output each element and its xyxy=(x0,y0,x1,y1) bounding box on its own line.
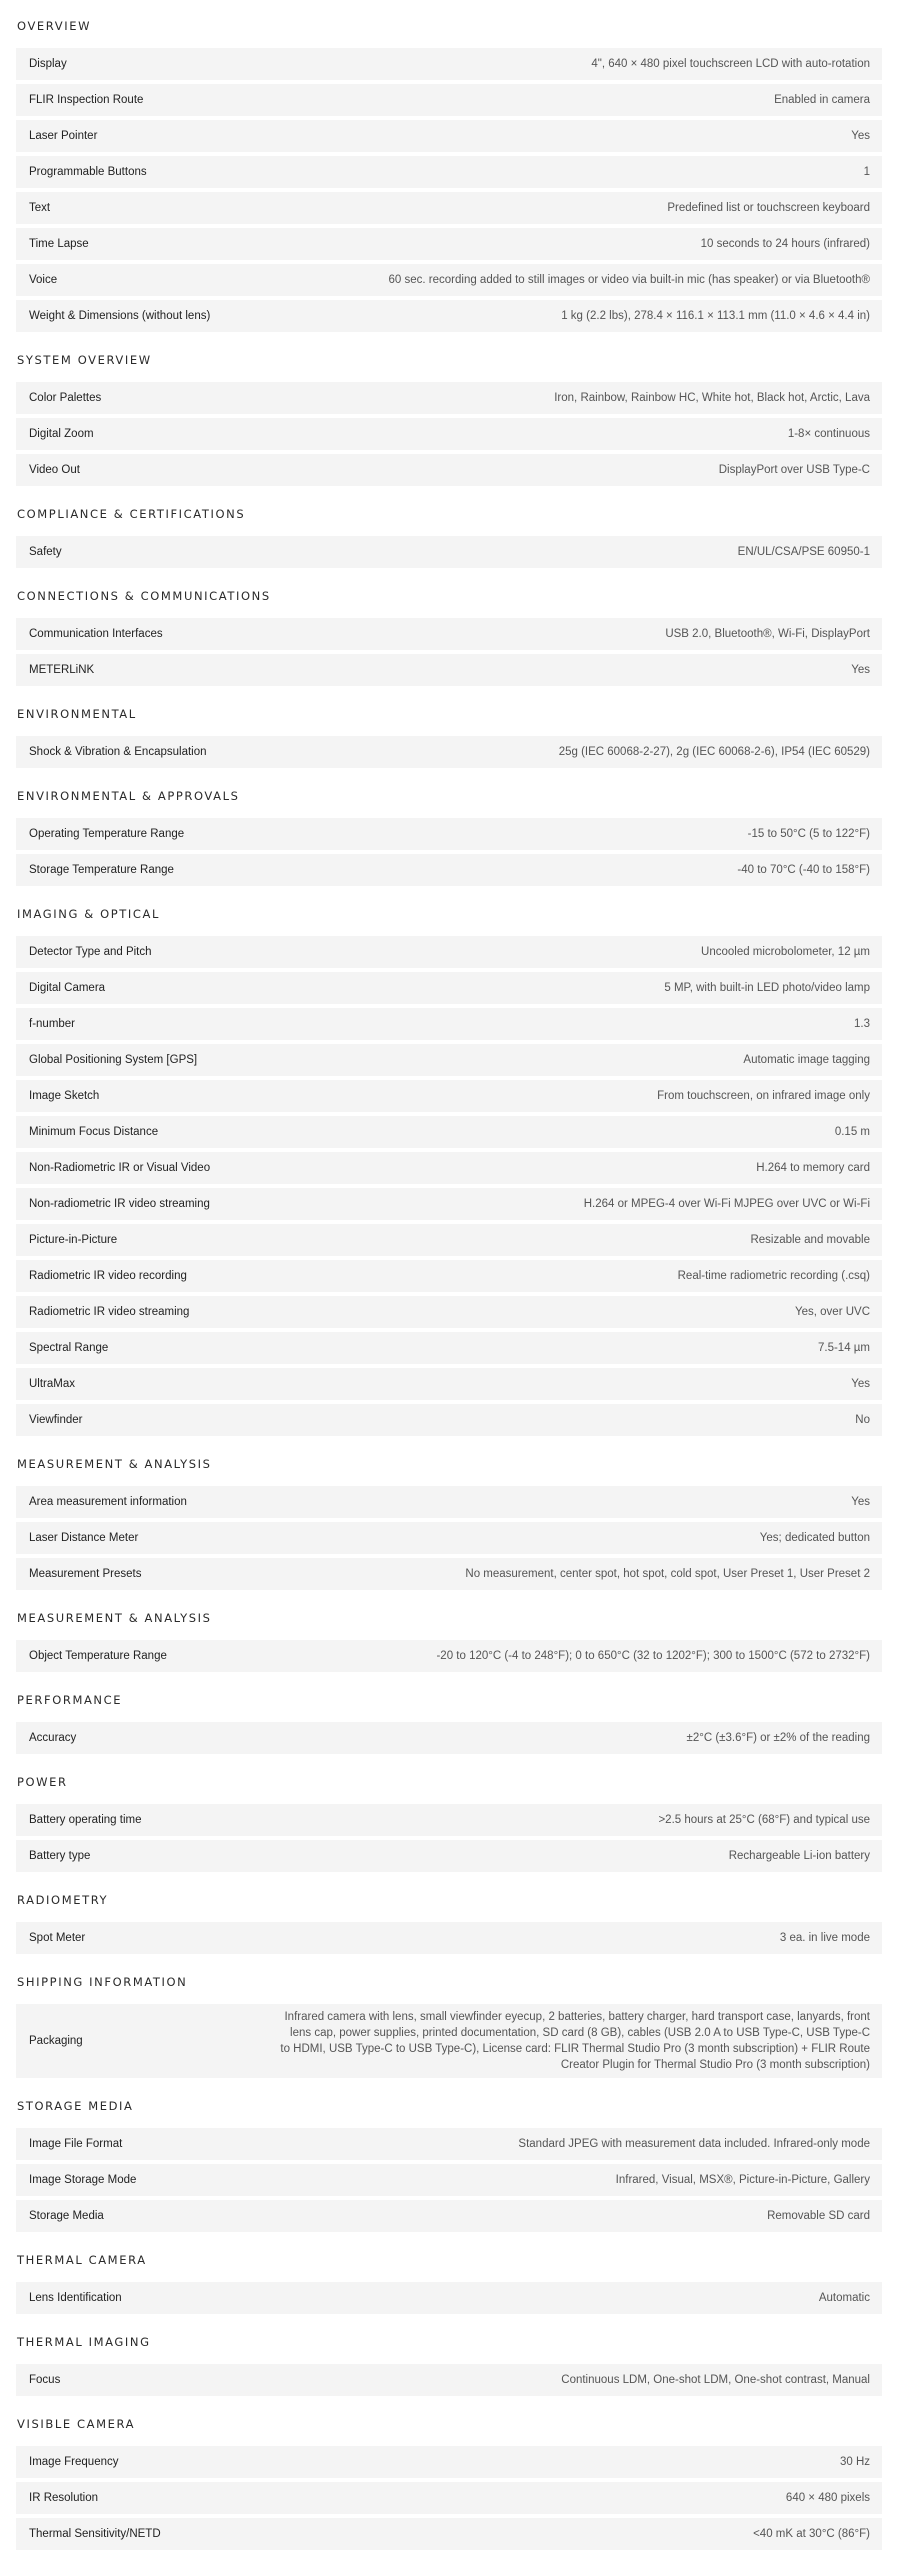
spec-row xyxy=(16,382,882,414)
spec-label: Storage Media xyxy=(29,2210,104,2222)
spec-label: Focus xyxy=(29,2374,61,2386)
section-header xyxy=(0,1970,898,1994)
spec-value: Automatic image tagging xyxy=(743,1054,870,1066)
spec-label: Operating Temperature Range xyxy=(29,828,185,840)
section-header xyxy=(0,2094,898,2118)
spec-value: Yes xyxy=(851,664,870,676)
spec-label: Text xyxy=(29,202,51,214)
section-title: ENVIRONMENTAL & APPROVALS xyxy=(17,789,240,803)
spec-label: Detector Type and Pitch xyxy=(29,946,152,958)
spec-row xyxy=(16,1522,882,1554)
spec-row xyxy=(16,2482,882,2514)
spec-label: Viewfinder xyxy=(29,1414,83,1426)
spec-value: -20 to 120°C (-4 to 248°F); 0 to 650°C (32 to 1202°F); 300 to 1500°C (572 to 2732°F) xyxy=(436,1650,870,1662)
spec-label: Laser Pointer xyxy=(29,130,98,142)
spec-label: Programmable Buttons xyxy=(29,166,147,178)
spec-row xyxy=(16,1404,882,1436)
spec-label: Object Temperature Range xyxy=(29,1650,167,1662)
spec-label: Packaging xyxy=(29,2035,83,2047)
section-title: IMAGING & OPTICAL xyxy=(17,907,160,921)
spec-label: Radiometric IR video streaming xyxy=(29,1306,190,1318)
spec-label: Thermal Sensitivity/NETD xyxy=(29,2528,161,2540)
spec-value: Infrared, Visual, MSX®, Picture-in-Picture, Gallery xyxy=(615,2174,870,2186)
spec-value: Yes xyxy=(851,1378,870,1390)
spec-value: 640 × 480 pixels xyxy=(785,2492,870,2504)
section-header xyxy=(0,2248,898,2272)
section-header xyxy=(0,584,898,608)
spec-label: Shock & Vibration & Encapsulation xyxy=(29,746,207,758)
spec-label: Digital Camera xyxy=(29,982,106,994)
spec-row xyxy=(16,156,882,188)
section-title: THERMAL IMAGING xyxy=(17,2335,151,2349)
spec-value: No xyxy=(855,1414,870,1426)
spec-row xyxy=(16,536,882,568)
spec-label: FLIR Inspection Route xyxy=(29,94,144,106)
spec-label: Non-Radiometric IR or Visual Video xyxy=(29,1162,211,1174)
section-header xyxy=(0,348,898,372)
spec-label: Minimum Focus Distance xyxy=(29,1126,159,1138)
section-header xyxy=(0,502,898,526)
spec-label: Lens Identification xyxy=(29,2292,122,2304)
section-title: CONNECTIONS & COMMUNICATIONS xyxy=(17,589,271,603)
spec-value: Resizable and movable xyxy=(750,1234,870,1246)
spec-value: 7.5-14 µm xyxy=(817,1342,870,1354)
spec-row xyxy=(16,1368,882,1400)
section-title: ENVIRONMENTAL xyxy=(17,707,137,721)
spec-value: -15 to 50°C (5 to 122°F) xyxy=(747,828,870,840)
spec-row xyxy=(16,2282,882,2314)
spec-row xyxy=(16,2164,882,2196)
spec-row xyxy=(16,264,882,296)
section-title: SYSTEM OVERVIEW xyxy=(17,353,152,367)
section-header xyxy=(0,1606,898,1630)
spec-label: Image File Format xyxy=(29,2138,123,2150)
spec-label: Digital Zoom xyxy=(29,428,94,440)
spec-value: Yes; dedicated button xyxy=(759,1532,870,1544)
spec-value: 25g (IEC 60068-2-27), 2g (IEC 60068-2-6), IP54 (IEC 60529) xyxy=(558,746,870,758)
spec-row xyxy=(16,1044,882,1076)
section-header xyxy=(0,702,898,726)
spec-label: Image Storage Mode xyxy=(29,2174,137,2186)
spec-row xyxy=(16,2364,882,2396)
section-header xyxy=(0,1688,898,1712)
section-title: VISIBLE CAMERA xyxy=(17,2417,136,2431)
section-system-overview xyxy=(0,336,898,486)
spec-value: USB 2.0, Bluetooth®, Wi-Fi, DisplayPort xyxy=(665,628,870,640)
spec-row xyxy=(16,1332,882,1364)
section-power xyxy=(0,1758,898,1872)
section-title: MEASUREMENT & ANALYSIS xyxy=(17,1611,212,1625)
section-radiometry xyxy=(0,1876,898,1954)
section-title: OVERVIEW xyxy=(17,19,92,33)
spec-value: H.264 to memory card xyxy=(756,1162,870,1174)
spec-value: ±2°C (±3.6°F) or ±2% of the reading xyxy=(686,1732,870,1744)
section-header xyxy=(0,2412,898,2436)
section-header xyxy=(0,1452,898,1476)
spec-label: f-number xyxy=(29,1018,76,1030)
spec-label: Accuracy xyxy=(29,1732,77,1744)
spec-row xyxy=(16,818,882,850)
spec-row xyxy=(16,84,882,116)
spec-value: 10 seconds to 24 hours (infrared) xyxy=(700,238,870,250)
section-title: POWER xyxy=(17,1775,68,1789)
section-compliance-and-certifications xyxy=(0,490,898,568)
spec-value: EN/UL/CSA/PSE 60950-1 xyxy=(737,546,870,558)
spec-label: Color Palettes xyxy=(29,392,102,404)
section-thermal-camera xyxy=(0,2236,898,2314)
spec-row xyxy=(16,654,882,686)
spec-value: 30 Hz xyxy=(839,2456,870,2468)
spec-row xyxy=(16,1840,882,1872)
spec-value: No measurement, center spot, hot spot, cold spot, User Preset 1, User Preset 2 xyxy=(465,1568,870,1580)
spec-row xyxy=(16,2128,882,2160)
spec-value: Uncooled microbolometer, 12 µm xyxy=(701,946,870,958)
spec-value: Automatic xyxy=(818,2292,870,2304)
spec-row xyxy=(16,1640,882,1672)
spec-value: 1 kg (2.2 lbs), 278.4 × 116.1 × 113.1 mm (11.0 × 4.6 × 4.4 in) xyxy=(561,310,870,322)
spec-row xyxy=(16,300,882,332)
section-header xyxy=(0,1770,898,1794)
spec-row xyxy=(16,1260,882,1292)
spec-row xyxy=(16,2446,882,2478)
spec-label: Picture-in-Picture xyxy=(29,1234,118,1246)
spec-value: 0.15 m xyxy=(834,1126,870,1138)
spec-label: Non-radiometric IR video streaming xyxy=(29,1198,210,1210)
spec-value: 3 ea. in live mode xyxy=(779,1932,870,1944)
spec-label: Communication Interfaces xyxy=(29,628,163,640)
spec-row xyxy=(16,854,882,886)
spec-label: Area measurement information xyxy=(29,1496,187,1508)
section-measurement-and-analysis xyxy=(0,1594,898,1672)
spec-row xyxy=(16,736,882,768)
spec-label: Weight & Dimensions (without lens) xyxy=(29,310,211,322)
spec-value: Real-time radiometric recording (.csq) xyxy=(677,1270,870,1282)
spec-row xyxy=(16,1722,882,1754)
section-measurement-and-analysis xyxy=(0,1440,898,1590)
spec-value: Continuous LDM, One-shot LDM, One-shot contrast, Manual xyxy=(561,2374,870,2386)
spec-row xyxy=(16,120,882,152)
spec-label: UltraMax xyxy=(29,1378,76,1390)
spec-value: From touchscreen, on infrared image only xyxy=(657,1090,870,1102)
section-title: RADIOMETRY xyxy=(17,1893,109,1907)
spec-label: Battery type xyxy=(29,1850,91,1862)
spec-row xyxy=(16,972,882,1004)
section-title: COMPLIANCE & CERTIFICATIONS xyxy=(17,507,246,521)
spec-label: Safety xyxy=(29,546,62,558)
spec-row xyxy=(16,228,882,260)
spec-row xyxy=(16,454,882,486)
section-title: SHIPPING INFORMATION xyxy=(17,1975,188,1989)
spec-label: Laser Distance Meter xyxy=(29,1532,139,1544)
spec-value: Predefined list or touchscreen keyboard xyxy=(667,202,870,214)
section-overview xyxy=(0,0,898,332)
section-environmental xyxy=(0,690,898,768)
spec-label: Video Out xyxy=(29,464,80,476)
section-visible-camera xyxy=(0,2400,898,2550)
spec-label: Image Sketch xyxy=(29,1090,100,1102)
spec-row xyxy=(16,1296,882,1328)
spec-value: Infrared camera with lens, small viewfinder eyecup, 2 batteries, battery charger, hard transport case, lanyards, front lens cap, power supplies, printed documentation, SD card (8 GB), cables (USB 2.0 A to USB Type-C, USB Type-C to HDMI, USB Type-C to USB Type-C), License card: FLIR Thermal Studio Pro (3 month subscription) + FLIR Route Creator Plugin for Thermal Studio Pro (3 month subscription) xyxy=(280,2011,870,2071)
spec-value: >2.5 hours at 25°C (68°F) and typical use xyxy=(658,1814,870,1826)
spec-row xyxy=(16,1804,882,1836)
spec-value: 1.3 xyxy=(854,1018,870,1030)
spec-row xyxy=(16,1922,882,1954)
section-header xyxy=(0,14,898,38)
spec-label: Image Frequency xyxy=(29,2456,119,2468)
spec-value: Enabled in camera xyxy=(774,94,870,106)
spec-row xyxy=(16,2518,882,2550)
spec-label: Battery operating time xyxy=(29,1814,142,1826)
section-header xyxy=(0,902,898,926)
section-thermal-imaging xyxy=(0,2318,898,2396)
spec-label: Radiometric IR video recording xyxy=(29,1270,187,1282)
spec-value: Yes xyxy=(851,1496,870,1508)
spec-value: Yes, over UVC xyxy=(795,1306,870,1318)
spec-label: Time Lapse xyxy=(29,238,89,250)
spec-label: Measurement Presets xyxy=(29,1568,142,1580)
spec-row xyxy=(16,48,882,80)
section-imaging-and-optical xyxy=(0,890,898,1436)
section-header xyxy=(0,1888,898,1912)
section-title: MEASUREMENT & ANALYSIS xyxy=(17,1457,212,1471)
section-connections-and-communications xyxy=(0,572,898,686)
spec-row xyxy=(16,1152,882,1184)
spec-value: 5 MP, with built-in LED photo/video lamp xyxy=(664,982,870,994)
spec-row xyxy=(16,1224,882,1256)
spec-label: Voice xyxy=(29,274,58,286)
spec-value: Rechargeable Li-ion battery xyxy=(728,1850,870,1862)
spec-row xyxy=(16,418,882,450)
spec-value: H.264 or MPEG-4 over Wi-Fi MJPEG over UVC or Wi-Fi xyxy=(583,1198,870,1210)
spec-value: Iron, Rainbow, Rainbow HC, White hot, Black hot, Arctic, Lava xyxy=(554,392,870,404)
spec-value: -40 to 70°C (-40 to 158°F) xyxy=(737,864,870,876)
spec-value: 1 xyxy=(863,166,870,178)
section-title: THERMAL CAMERA xyxy=(17,2253,147,2267)
section-title: PERFORMANCE xyxy=(17,1693,123,1707)
spec-row xyxy=(16,618,882,650)
spec-row xyxy=(16,1116,882,1148)
spec-row xyxy=(16,1558,882,1590)
section-header xyxy=(0,2330,898,2354)
spec-value: Yes xyxy=(851,130,870,142)
spec-row xyxy=(16,1188,882,1220)
spec-value: DisplayPort over USB Type-C xyxy=(718,464,870,476)
spec-row xyxy=(16,2200,882,2232)
spec-value: 1-8× continuous xyxy=(787,428,870,440)
section-performance xyxy=(0,1676,898,1754)
section-header xyxy=(0,784,898,808)
spec-label: Global Positioning System [GPS] xyxy=(29,1054,198,1066)
spec-value: 4", 640 × 480 pixel touchscreen LCD with auto-rotation xyxy=(591,58,870,70)
spec-label: METERLiNK xyxy=(29,664,95,676)
section-shipping-information xyxy=(0,1958,898,2078)
spec-value: Removable SD card xyxy=(767,2210,870,2222)
spec-label: IR Resolution xyxy=(29,2492,99,2504)
spec-label: Spot Meter xyxy=(29,1932,86,1944)
spec-label: Display xyxy=(29,58,67,70)
spec-row xyxy=(16,936,882,968)
spec-value: <40 mK at 30°C (86°F) xyxy=(753,2528,870,2540)
spec-row xyxy=(16,1080,882,1112)
spec-row xyxy=(16,192,882,224)
spec-row xyxy=(16,2004,882,2078)
section-storage-media xyxy=(0,2082,898,2232)
spec-row xyxy=(16,1486,882,1518)
spec-label: Spectral Range xyxy=(29,1342,109,1354)
spec-label: Storage Temperature Range xyxy=(29,864,174,876)
section-title: STORAGE MEDIA xyxy=(17,2099,134,2113)
spec-value: 60 sec. recording added to still images or video via built-in mic (has speaker) or via Bluetooth® xyxy=(388,274,870,286)
spec-row xyxy=(16,1008,882,1040)
section-environmental-and-approvals xyxy=(0,772,898,886)
spec-value: Standard JPEG with measurement data included. Infrared-only mode xyxy=(518,2138,870,2150)
